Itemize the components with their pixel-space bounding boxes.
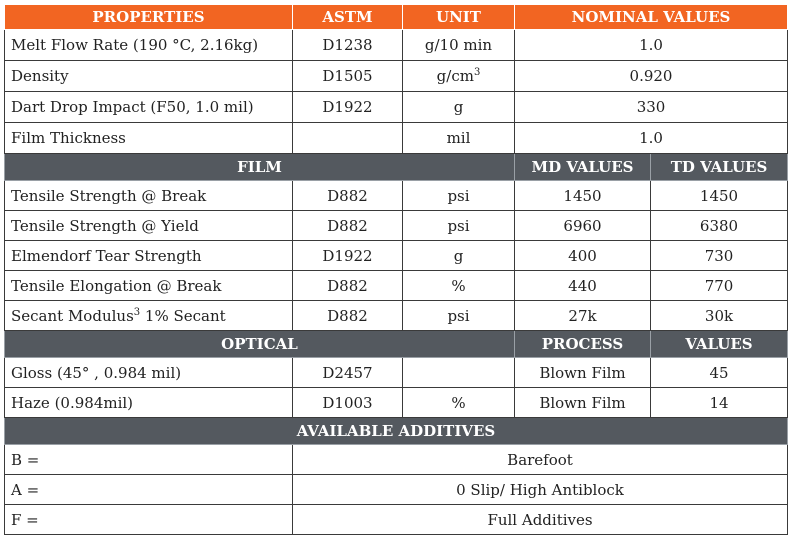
resin-properties-table [4,4,788,535]
table-row [5,123,788,154]
astm-header: ASTM [293,5,403,30]
astm-code: D882 [293,301,403,331]
process-header: PROCESS [515,331,651,358]
astm-code: D882 [293,181,403,211]
astm-code: D1238 [293,30,403,61]
astm-code: D1922 [293,92,403,123]
md-value: 440 [515,271,651,301]
table-row [5,30,788,61]
property-name: Film Thickness [5,123,293,154]
additive-description: 0 Slip/ High Antiblock [293,475,788,505]
property-name-base: Secant Modulus [11,306,134,325]
nominal-value: 0.920 [515,61,788,92]
md-value: 6960 [515,211,651,241]
property-name: Melt Flow Rate (190 °C, 2.16kg) [5,30,293,61]
td-values-header: TD VALUES [651,154,788,181]
table-row [5,358,788,388]
table-row [5,271,788,301]
td-value: 730 [651,241,788,271]
nominal-value: 1.0 [515,30,788,61]
table-row [5,388,788,418]
additive-code: A = [5,475,293,505]
unit-value: psi [403,301,515,331]
property-name [5,301,293,331]
unit-value [403,358,515,388]
process-value: Blown Film [515,358,651,388]
property-name: Tensile Strength @ Yield [5,211,293,241]
optical-value: 45 [651,358,788,388]
optical-header: OPTICAL [5,331,515,358]
property-name: Haze (0.984mil) [5,388,293,418]
td-value: 770 [651,271,788,301]
md-values-header: MD VALUES [515,154,651,181]
values-header: VALUES [651,331,788,358]
additive-code: B = [5,445,293,475]
property-name: Elmendorf Tear Strength [5,241,293,271]
unit-base: g/cm [436,67,474,85]
table-row [5,61,788,92]
additives-header-row [5,418,788,445]
table-row [5,445,788,475]
film-header: FILM [5,154,515,181]
md-value: 1450 [515,181,651,211]
additive-description: Barefoot [293,445,788,475]
unit-value: g [403,241,515,271]
optical-value: 14 [651,388,788,418]
unit-value [403,61,515,92]
md-value: 400 [515,241,651,271]
astm-code: D882 [293,211,403,241]
unit-superscript: 3 [473,67,481,78]
property-name-rest: 1% Secant [140,306,226,325]
td-value: 1450 [651,181,788,211]
table-row [5,475,788,505]
astm-code: D2457 [293,358,403,388]
unit-value: % [403,388,515,418]
astm-code: D1003 [293,388,403,418]
table-row [5,181,788,211]
td-value: 30k [651,301,788,331]
properties-header: PROPERTIES [5,5,293,30]
nominal-value: 330 [515,92,788,123]
md-value: 27k [515,301,651,331]
process-value: Blown Film [515,388,651,418]
table-row [5,301,788,331]
astm-code: D1922 [293,241,403,271]
additive-code: F = [5,505,293,535]
additive-description: Full Additives [293,505,788,535]
unit-value: psi [403,211,515,241]
optical-header-row [5,331,788,358]
astm-code: D882 [293,271,403,301]
nominal-values-header: NOMINAL VALUES [515,5,788,30]
table-row [5,92,788,123]
nominal-value: 1.0 [515,123,788,154]
unit-value: mil [403,123,515,154]
table-row [5,211,788,241]
unit-value: g [403,92,515,123]
table-row [5,505,788,535]
astm-code [293,123,403,154]
property-name: Tensile Elongation @ Break [5,271,293,301]
property-name-superscript: 3 [133,306,141,318]
table-row [5,241,788,271]
unit-value: % [403,271,515,301]
property-name: Tensile Strength @ Break [5,181,293,211]
property-name: Dart Drop Impact (F50, 1.0 mil) [5,92,293,123]
td-value: 6380 [651,211,788,241]
unit-value: g/10 min [403,30,515,61]
properties-header-row [5,5,788,30]
unit-value: psi [403,181,515,211]
available-additives-header: AVAILABLE ADDITIVES [5,418,788,445]
property-name: Gloss (45° , 0.984 mil) [5,358,293,388]
film-header-row [5,154,788,181]
property-name: Density [5,61,293,92]
unit-header: UNIT [403,5,515,30]
astm-code: D1505 [293,61,403,92]
